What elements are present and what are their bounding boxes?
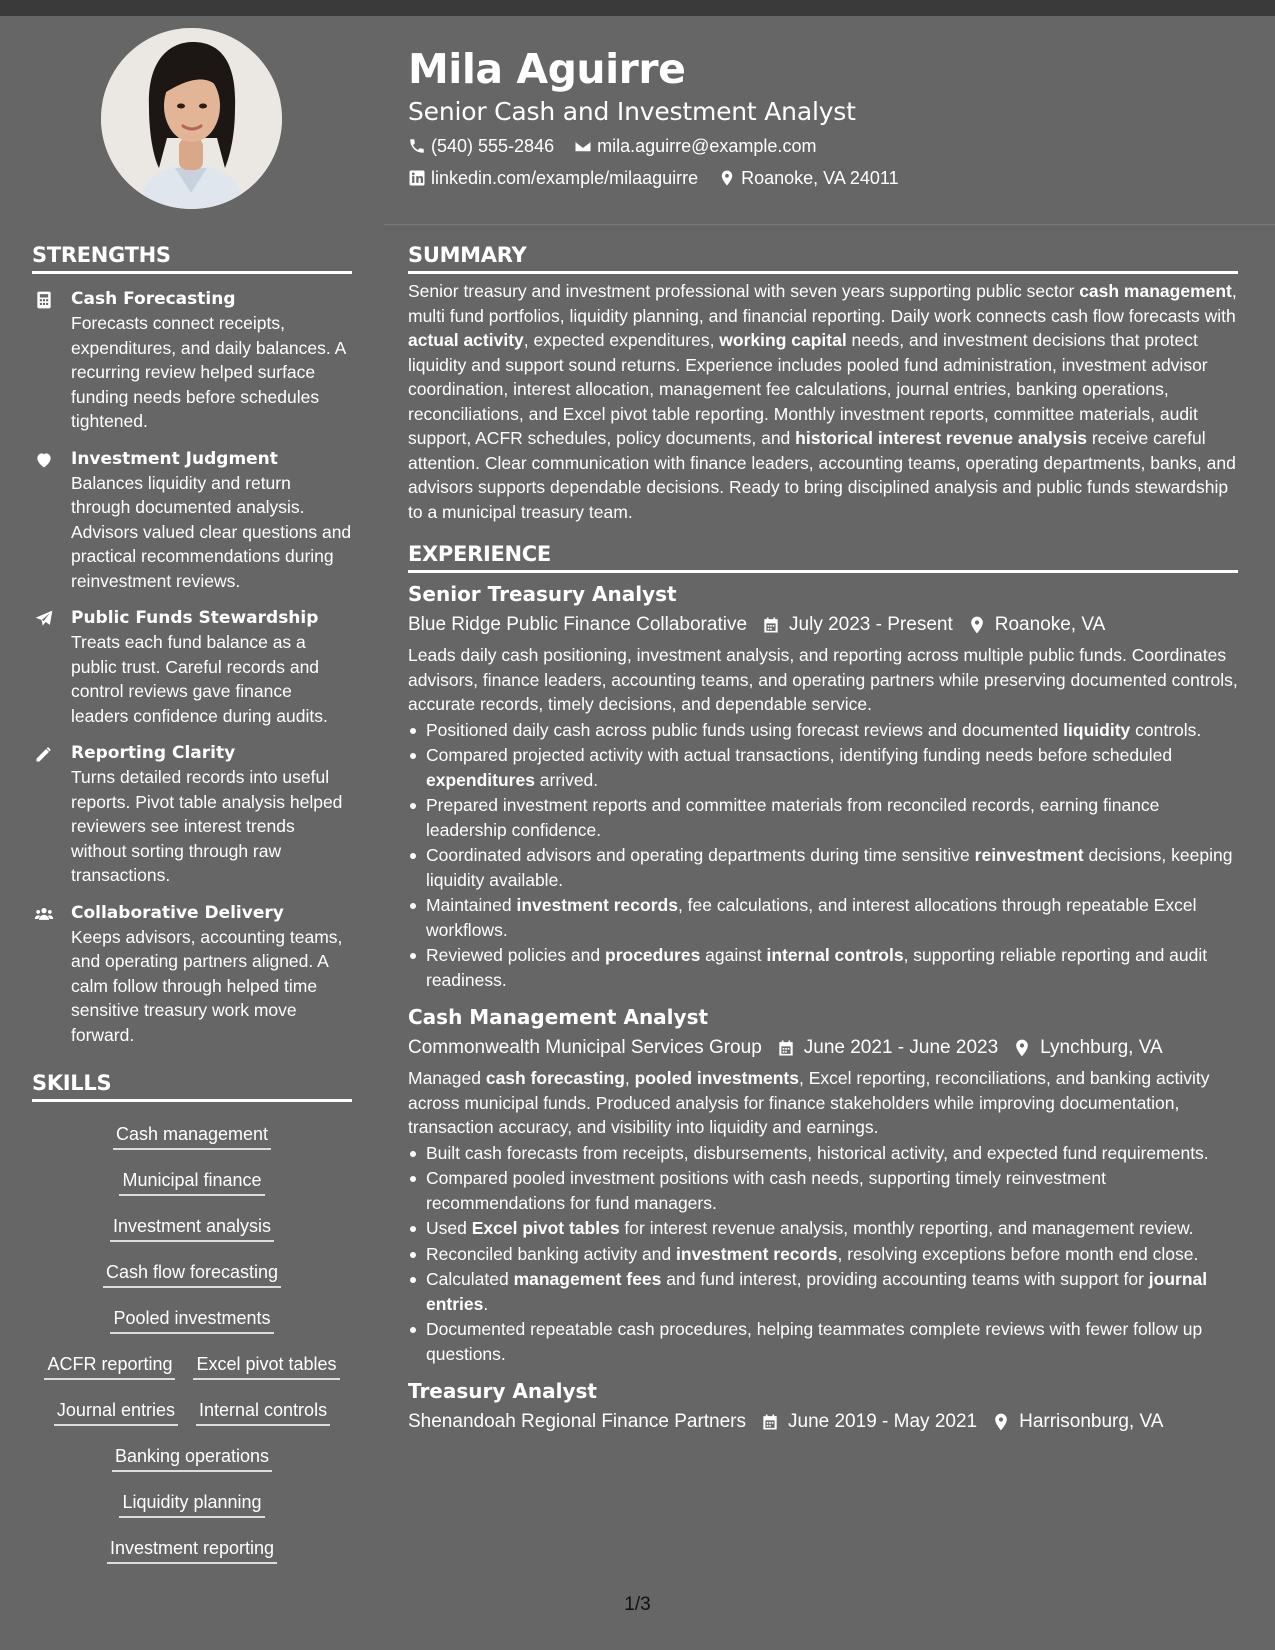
job-bullets — [408, 718, 1238, 993]
top-bar — [0, 0, 1275, 16]
strength-item — [32, 447, 352, 594]
skill-tag: Journal entries — [54, 1395, 178, 1426]
avatar — [101, 28, 282, 209]
header-divider — [384, 224, 1275, 225]
job-entry — [408, 1376, 1238, 1438]
job-company: Commonwealth Municipal Services Group — [408, 1037, 762, 1058]
job-description: Managed cash forecasting, pooled investments, Excel reporting, reconciliations, and banking activity across municipal funds. Produced analysis for finance stakeholders while improving documentation, transaction accuracy, and visibility into liquidity and earnings. — [408, 1068, 1210, 1137]
calendar-icon — [776, 1038, 796, 1058]
strength-item — [32, 287, 352, 434]
job-dates-text: July 2023 - Present — [789, 614, 953, 635]
job-location-text: Lynchburg, VA — [1040, 1037, 1163, 1058]
job-bullet: Compared pooled investment positions with cash needs, supporting timely reinvestment recommendations for fund managers. — [408, 1166, 1238, 1215]
job-description: Leads daily cash positioning, investment analysis, and reporting across multiple public funds. Coordinates advisors, finance leaders, accounting teams, and operating partners while preserving documented controls, accurate records, timely decisions, and dependable service. — [408, 645, 1238, 714]
users-icon — [34, 904, 54, 924]
job-bullet: Maintained investment records, fee calculations, and interest allocations through repeatable Excel workflows. — [408, 893, 1238, 942]
skills-list — [32, 1112, 352, 1572]
job-entry — [408, 1002, 1238, 1366]
skill-tag: Cash flow forecasting — [103, 1257, 281, 1288]
job-company: Blue Ridge Public Finance Collaborative — [408, 614, 748, 635]
job-company: Shenandoah Regional Finance Partners — [408, 1411, 747, 1432]
email-text[interactable]: mila.aguirre@example.com — [597, 136, 817, 156]
job-dates-text: June 2021 - June 2023 — [803, 1037, 999, 1058]
strength-title: Investment Judgment — [71, 448, 278, 469]
job-location-text: Roanoke, VA — [994, 614, 1106, 635]
strength-description: Forecasts connect receipts, expenditures, and daily balances. A recurring review helped surface funding needs before schedules tightened. — [71, 313, 346, 431]
map-pin-icon — [991, 1412, 1011, 1432]
strength-title: Cash Forecasting — [71, 289, 236, 309]
heart-icon — [34, 450, 54, 470]
strength-description: Turns detailed records into useful reports. Pivot table analysis helped reviewers see interest trends without sorting through raw transactions. — [71, 767, 343, 885]
envelope-icon — [574, 137, 592, 155]
strength-title: Collaborative Delivery — [71, 902, 284, 923]
job-meta — [408, 1406, 1238, 1438]
left-column — [32, 240, 352, 1572]
strength-title: Reporting Clarity — [71, 743, 236, 763]
skill-tag: ACFR reporting — [44, 1349, 175, 1380]
strength-description: Keeps advisors, accounting teams, and operating partners aligned. A calm follow through helped time sensitive treasury work move forward. — [71, 926, 343, 1045]
page-number: 1/3 — [624, 1594, 651, 1615]
linkedin-icon — [408, 169, 426, 187]
skill-tag: Internal controls — [196, 1395, 330, 1426]
right-column — [408, 240, 1238, 1438]
job-bullet: Coordinated advisors and operating departments during time sensitive reinvestment decisions, keeping liquidity available. — [408, 843, 1238, 892]
skill-tag: Liquidity planning — [119, 1487, 264, 1518]
job-location-text: Harrisonburg, VA — [1019, 1411, 1164, 1432]
job-bullet: Reviewed policies and procedures against internal controls, supporting reliable reporting and audit readiness. — [408, 943, 1238, 992]
job-dates — [761, 609, 953, 641]
job-dates — [776, 1032, 998, 1064]
skill-tag: Excel pivot tables — [193, 1349, 339, 1380]
summary-heading: SUMMARY — [408, 240, 1238, 274]
skill-tag: Investment analysis — [110, 1211, 274, 1242]
experience-heading: EXPERIENCE — [408, 539, 1238, 573]
job-meta — [408, 1032, 1238, 1064]
location-text: Roanoke, VA 24011 — [741, 168, 899, 188]
calculator-icon — [34, 290, 54, 310]
linkedin-item — [408, 163, 698, 193]
job-bullet: Documented repeatable cash procedures, helping teammates complete reviews with fewer follow up questions. — [408, 1317, 1238, 1366]
experience-list — [408, 579, 1238, 1438]
job-bullets — [408, 1141, 1238, 1367]
job-dates-text: June 2019 - May 2021 — [788, 1411, 978, 1432]
calendar-icon — [761, 615, 781, 635]
candidate-name: Mila Aguirre — [408, 45, 686, 93]
job-bullet: Prepared investment reports and committee materials from reconciled records, earning finance leadership confidence. — [408, 793, 1238, 842]
job-bullet: Reconciled banking activity and investment records, resolving exceptions before month end close. — [408, 1242, 1238, 1267]
job-bullet: Calculated management fees and fund interest, providing accounting teams with support for journal entries. — [408, 1267, 1238, 1316]
phone-icon — [408, 137, 426, 155]
linkedin-text[interactable]: linkedin.com/example/milaaguirre — [431, 168, 699, 188]
skill-tag: Pooled investments — [110, 1303, 273, 1334]
candidate-role: Senior Cash and Investment Analyst — [408, 97, 856, 126]
job-title: Cash Management Analyst — [408, 1005, 709, 1029]
skill-tag: Municipal finance — [119, 1165, 264, 1196]
job-location — [967, 609, 1106, 641]
strength-item — [32, 901, 352, 1048]
strength-item — [32, 741, 352, 888]
job-bullet: Built cash forecasts from receipts, disbursements, historical activity, and expected fund requirements. — [408, 1141, 1238, 1166]
map-pin-icon — [1012, 1038, 1032, 1058]
pencil-icon — [34, 744, 54, 764]
skills-heading: SKILLS — [32, 1068, 352, 1102]
location-item — [718, 163, 898, 193]
strength-description: Balances liquidity and return through documented analysis. Advisors valued clear questions and practical recommendations during reinvestment reviews. — [71, 472, 352, 591]
skill-tag: Investment reporting — [107, 1533, 277, 1564]
job-location — [1012, 1032, 1163, 1064]
job-meta — [408, 609, 1238, 641]
job-title: Senior Treasury Analyst — [408, 582, 677, 606]
job-entry — [408, 579, 1238, 992]
contact-row-1 — [408, 131, 1238, 161]
job-bullet: Compared projected activity with actual transactions, identifying funding needs before scheduled expenditures arrived. — [408, 743, 1238, 792]
map-pin-icon — [718, 169, 736, 187]
map-pin-icon — [967, 615, 987, 635]
email-item — [574, 131, 816, 161]
phone-text[interactable]: (540) 555-2846 — [431, 136, 555, 156]
job-dates — [760, 1406, 977, 1438]
strengths-heading: STRENGTHS — [32, 240, 352, 274]
strength-item — [32, 606, 352, 728]
contact-row-2 — [408, 163, 1238, 193]
job-location — [991, 1406, 1163, 1438]
job-title: Treasury Analyst — [408, 1379, 597, 1403]
header — [408, 42, 1238, 193]
strength-description: Treats each fund balance as a public trust. Careful records and control reviews gave finance leaders confidence during audits. — [71, 632, 328, 726]
skill-tag: Banking operations — [112, 1441, 272, 1472]
job-bullet: Used Excel pivot tables for interest revenue analysis, monthly reporting, and management review. — [408, 1216, 1238, 1241]
strength-title: Public Funds Stewardship — [71, 608, 319, 628]
calendar-icon — [760, 1412, 780, 1432]
summary-text: Senior treasury and investment professional with seven years supporting public sector cash management, multi fund portfolios, liquidity planning, and financial reporting. Daily work connects cash flow forecasts with actual activity, expected expenditures, working capital needs, and investment decisions that protect liquidity and support sound returns. Experience includes pooled fund administration, investment advisor coordination, interest allocation, management fee calculations, journal entries, banking operations, reconciliations, and Excel pivot table reporting. Monthly investment reports, committee materials, audit support, ACFR schedules, policy documents, and historical interest revenue analysis receive careful attention. Clear communication with finance leaders, accounting teams, operating departments, banks, and advisors supports dependable decisions. Ready to bring disciplined analysis and public funds stewardship to a municipal treasury team. — [408, 281, 1237, 522]
phone-item — [408, 131, 554, 161]
job-bullet: Positioned daily cash across public funds using forecast reviews and documented liquidity controls. — [408, 718, 1238, 743]
skill-tag: Cash management — [113, 1119, 271, 1150]
paper-plane-icon — [34, 609, 54, 629]
